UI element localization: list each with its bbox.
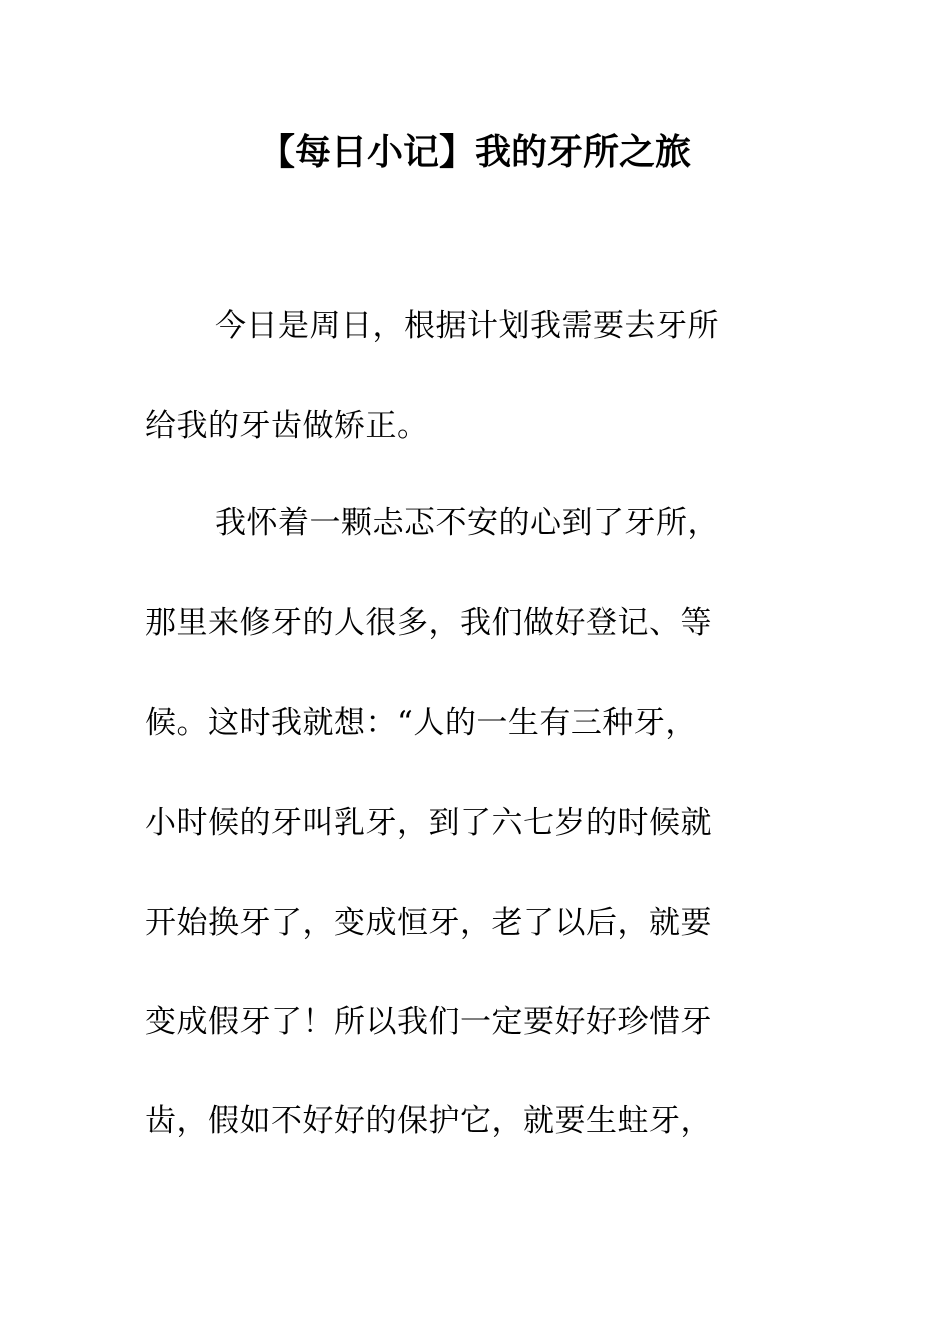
text-line: 今日是周日，根据计划我需要去牙所: [215, 308, 719, 344]
text-line: 变成假牙了！所以我们一定要好好珍惜牙: [145, 1004, 712, 1040]
document-title: 【每日小记】我的牙所之旅: [258, 132, 691, 173]
text-line: 开始换牙了，变成恒牙，老了以后，就要: [145, 905, 712, 941]
text-line: 候。这时我就想：“人的一生有三种牙，: [145, 705, 697, 741]
text-line: 那里来修牙的人很多，我们做好登记、等: [145, 605, 712, 641]
text-line: 我怀着一颗忐忑不安的心到了牙所，: [215, 505, 719, 541]
text-line: 齿，假如不好好的保护它，就要生蛀牙，: [145, 1103, 712, 1139]
text-line: 小时候的牙叫乳牙，到了六七岁的时候就: [145, 805, 712, 841]
text-line: 给我的牙齿做矫正。: [145, 408, 429, 444]
